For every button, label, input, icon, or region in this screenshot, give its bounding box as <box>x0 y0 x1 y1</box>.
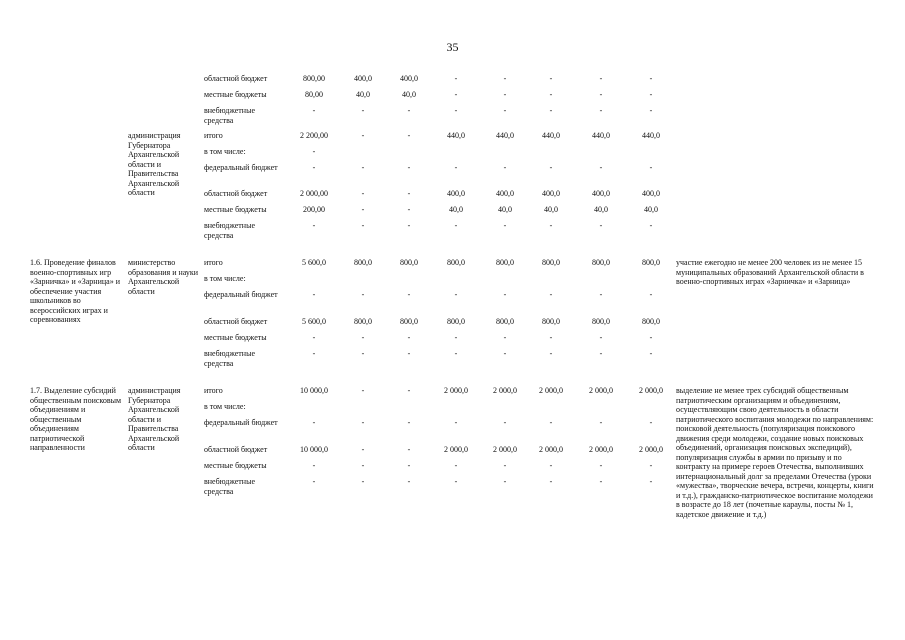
amount-cell: - <box>312 461 316 470</box>
amount-cell: 800,0 <box>642 258 660 267</box>
amount-cell: 440,0 <box>542 131 560 140</box>
amount-cell: 800,0 <box>542 258 560 267</box>
amount-cell: - <box>549 163 553 172</box>
amount-cell: 400,0 <box>542 189 560 198</box>
amount-cell: - <box>361 333 365 342</box>
amount-cell: 400,0 <box>642 189 660 198</box>
funding-source-label: местные бюджеты <box>204 90 267 99</box>
amount-cell: - <box>361 461 365 470</box>
amount-cell: - <box>549 106 553 115</box>
funding-source-label: в том числе: <box>204 274 246 283</box>
amount-cell: - <box>649 290 653 299</box>
amount-cell: - <box>503 290 507 299</box>
amount-cell: - <box>361 418 365 427</box>
amount-cell: - <box>407 131 411 140</box>
amount-cell: - <box>503 90 507 99</box>
amount-cell: - <box>454 333 458 342</box>
amount-cell: - <box>454 106 458 115</box>
amount-cell: - <box>649 221 653 230</box>
amount-cell: - <box>549 74 553 83</box>
amount-cell: 800,0 <box>400 317 418 326</box>
amount-cell: - <box>407 418 411 427</box>
amount-cell: - <box>599 349 603 358</box>
amount-cell: - <box>407 477 411 486</box>
amount-cell: 40,0 <box>402 90 416 99</box>
funding-source-label: итого <box>204 258 223 267</box>
funding-source-label: областной бюджет <box>204 189 268 198</box>
amount-cell: 2 000,0 <box>539 445 563 454</box>
responsible-executor: администрация Губернатора Архангельской области и Правительства Архангельской области <box>128 131 181 197</box>
amount-cell: 800,0 <box>354 258 372 267</box>
amount-cell: 2 000,0 <box>589 386 613 395</box>
funding-source-label: внебюджетные средства <box>204 477 255 496</box>
amount-cell: 5 600,0 <box>302 317 326 326</box>
amount-cell: - <box>599 418 603 427</box>
amount-cell: 400,0 <box>496 189 514 198</box>
amount-cell: 40,0 <box>498 205 512 214</box>
funding-source-label: областной бюджет <box>204 74 268 83</box>
amount-cell: - <box>549 418 553 427</box>
amount-cell: 400,0 <box>447 189 465 198</box>
funding-source-label: федеральный бюджет <box>204 163 278 172</box>
amount-cell: - <box>599 477 603 486</box>
amount-cell: - <box>407 221 411 230</box>
funding-source-label: внебюджетные средства <box>204 106 255 125</box>
amount-cell: - <box>407 290 411 299</box>
amount-cell: - <box>312 290 316 299</box>
amount-cell: - <box>407 349 411 358</box>
amount-cell: 400,0 <box>354 74 372 83</box>
amount-cell: - <box>312 221 316 230</box>
amount-cell: - <box>361 205 365 214</box>
amount-cell: - <box>649 74 653 83</box>
amount-cell: - <box>599 74 603 83</box>
amount-cell: - <box>549 90 553 99</box>
amount-cell: - <box>454 290 458 299</box>
amount-cell: - <box>503 221 507 230</box>
amount-cell: - <box>361 386 365 395</box>
amount-cell: - <box>649 418 653 427</box>
funding-source-label: итого <box>204 131 223 140</box>
funding-source-label: местные бюджеты <box>204 333 267 342</box>
amount-cell: - <box>407 189 411 198</box>
amount-cell: 440,0 <box>642 131 660 140</box>
funding-source-label: внебюджетные средства <box>204 221 255 240</box>
amount-cell: 800,0 <box>354 317 372 326</box>
funding-source-label: итого <box>204 386 223 395</box>
amount-cell: 2 000,0 <box>493 445 517 454</box>
funding-source-label: в том числе: <box>204 147 246 156</box>
amount-cell: - <box>549 333 553 342</box>
amount-cell: - <box>599 90 603 99</box>
amount-cell: - <box>503 418 507 427</box>
amount-cell: - <box>407 106 411 115</box>
amount-cell: - <box>454 461 458 470</box>
amount-cell: 440,0 <box>447 131 465 140</box>
amount-cell: - <box>312 349 316 358</box>
amount-cell: - <box>454 477 458 486</box>
amount-cell: - <box>454 418 458 427</box>
amount-cell: 800,0 <box>496 258 514 267</box>
amount-cell: - <box>599 106 603 115</box>
amount-cell: 2 000,0 <box>493 386 517 395</box>
amount-cell: 5 600,0 <box>302 258 326 267</box>
funding-source-label: федеральный бюджет <box>204 418 278 427</box>
amount-cell: - <box>503 74 507 83</box>
amount-cell: - <box>312 106 316 115</box>
amount-cell: - <box>454 221 458 230</box>
amount-cell: - <box>407 461 411 470</box>
amount-cell: - <box>454 74 458 83</box>
amount-cell: - <box>407 445 411 454</box>
amount-cell: - <box>361 290 365 299</box>
page-number: 35 <box>446 40 459 54</box>
amount-cell: - <box>312 147 316 156</box>
amount-cell: - <box>649 333 653 342</box>
amount-cell: 400,0 <box>592 189 610 198</box>
amount-cell: - <box>312 333 316 342</box>
amount-cell: - <box>454 90 458 99</box>
amount-cell: - <box>361 131 365 140</box>
amount-cell: - <box>503 461 507 470</box>
amount-cell: - <box>361 106 365 115</box>
amount-cell: 800,0 <box>542 317 560 326</box>
amount-cell: 200,00 <box>303 205 325 214</box>
amount-cell: 800,0 <box>447 317 465 326</box>
amount-cell: - <box>361 163 365 172</box>
amount-cell: - <box>649 90 653 99</box>
amount-cell: 800,0 <box>447 258 465 267</box>
responsible-executor: администрация Губернатора Архангельской области и Правительства Архангельской области <box>128 386 181 452</box>
amount-cell: 40,0 <box>544 205 558 214</box>
amount-cell: 2 000,00 <box>300 189 328 198</box>
amount-cell: - <box>407 163 411 172</box>
amount-cell: - <box>312 418 316 427</box>
funding-source-label: внебюджетные средства <box>204 349 255 368</box>
amount-cell: - <box>599 163 603 172</box>
amount-cell: - <box>599 333 603 342</box>
amount-cell: 40,0 <box>449 205 463 214</box>
amount-cell: 10 000,0 <box>300 445 328 454</box>
amount-cell: 2 000,0 <box>589 445 613 454</box>
amount-cell: - <box>549 290 553 299</box>
amount-cell: 400,0 <box>400 74 418 83</box>
amount-cell: - <box>503 477 507 486</box>
funding-source-label: областной бюджет <box>204 317 268 326</box>
activity-name: 1.7. Выделение субсидий общественным поисковым объединениям и общественным объединениям патриотической направленности <box>30 386 122 452</box>
expected-result: участие ежегодно не менее 200 человек из не менее 15 муниципальных образований Архангельской области в военно-спортивных играх «Зарничка» и «Зарница» <box>676 258 864 286</box>
amount-cell: 2 000,0 <box>639 445 663 454</box>
funding-source-label: областной бюджет <box>204 445 268 454</box>
amount-cell: - <box>407 333 411 342</box>
amount-cell: 800,0 <box>496 317 514 326</box>
funding-source-label: федеральный бюджет <box>204 290 278 299</box>
amount-cell: 440,0 <box>592 131 610 140</box>
amount-cell: - <box>599 461 603 470</box>
amount-cell: 2 000,0 <box>444 386 468 395</box>
amount-cell: - <box>549 461 553 470</box>
responsible-executor: министерство образования и науки Архангельской области <box>128 258 199 296</box>
amount-cell: - <box>503 163 507 172</box>
amount-cell: - <box>312 163 316 172</box>
amount-cell: 2 000,0 <box>539 386 563 395</box>
amount-cell: - <box>503 106 507 115</box>
amount-cell: - <box>454 349 458 358</box>
amount-cell: 800,0 <box>400 258 418 267</box>
activity-name: 1.6. Проведение финалов военно-спортивных игр «Зарничка» и «Зарница» и обеспечение участия школьников во всероссийских играх и соревнованиях <box>30 258 120 324</box>
amount-cell: 2 000,0 <box>639 386 663 395</box>
amount-cell: 10 000,0 <box>300 386 328 395</box>
amount-cell: - <box>312 477 316 486</box>
amount-cell: 800,0 <box>642 317 660 326</box>
funding-source-label: местные бюджеты <box>204 461 267 470</box>
amount-cell: - <box>649 106 653 115</box>
amount-cell: - <box>361 189 365 198</box>
amount-cell: 800,0 <box>592 258 610 267</box>
amount-cell: - <box>361 221 365 230</box>
amount-cell: - <box>599 290 603 299</box>
amount-cell: - <box>549 477 553 486</box>
funding-source-label: в том числе: <box>204 402 246 411</box>
amount-cell: 440,0 <box>496 131 514 140</box>
amount-cell: - <box>649 461 653 470</box>
amount-cell: - <box>549 349 553 358</box>
amount-cell: - <box>503 333 507 342</box>
amount-cell: - <box>361 349 365 358</box>
amount-cell: - <box>361 445 365 454</box>
amount-cell: - <box>407 205 411 214</box>
amount-cell: 80,00 <box>305 90 323 99</box>
amount-cell: - <box>649 477 653 486</box>
amount-cell: 2 000,0 <box>444 445 468 454</box>
expected-result: выделение не менее трех субсидий общественным патриотическим организациям и объединениям, осуществляющим свою деятельность в области патриотического воспитания молодежи по направлениям: поисковой деятельность (популяризация поискового движения среди молодежи, создание новых поисковых объединений, организация поисковых экспедиций), популяризация службы в армии по призыву и по контракту на примере героев Отечества, выполнивших интернациональный долг за пределами Отечества (уроки «мужества», творческие вечера, встречи, концерты, книги и т.д.), гражданско-патриотическое воспитание молодежи в возрасте до 18 лет (почетные караулы, посты № 1, кадетское движение и т.д.) <box>676 386 874 519</box>
amount-cell: - <box>361 477 365 486</box>
amount-cell: - <box>649 349 653 358</box>
amount-cell: 40,0 <box>644 205 658 214</box>
amount-cell: - <box>407 386 411 395</box>
amount-cell: - <box>549 221 553 230</box>
amount-cell: 2 200,00 <box>300 131 328 140</box>
amount-cell: 40,0 <box>594 205 608 214</box>
amount-cell: 800,0 <box>592 317 610 326</box>
funding-source-label: местные бюджеты <box>204 205 267 214</box>
amount-cell: - <box>454 163 458 172</box>
amount-cell: 40,0 <box>356 90 370 99</box>
amount-cell: - <box>503 349 507 358</box>
amount-cell: - <box>649 163 653 172</box>
amount-cell: - <box>599 221 603 230</box>
amount-cell: 800,00 <box>303 74 325 83</box>
